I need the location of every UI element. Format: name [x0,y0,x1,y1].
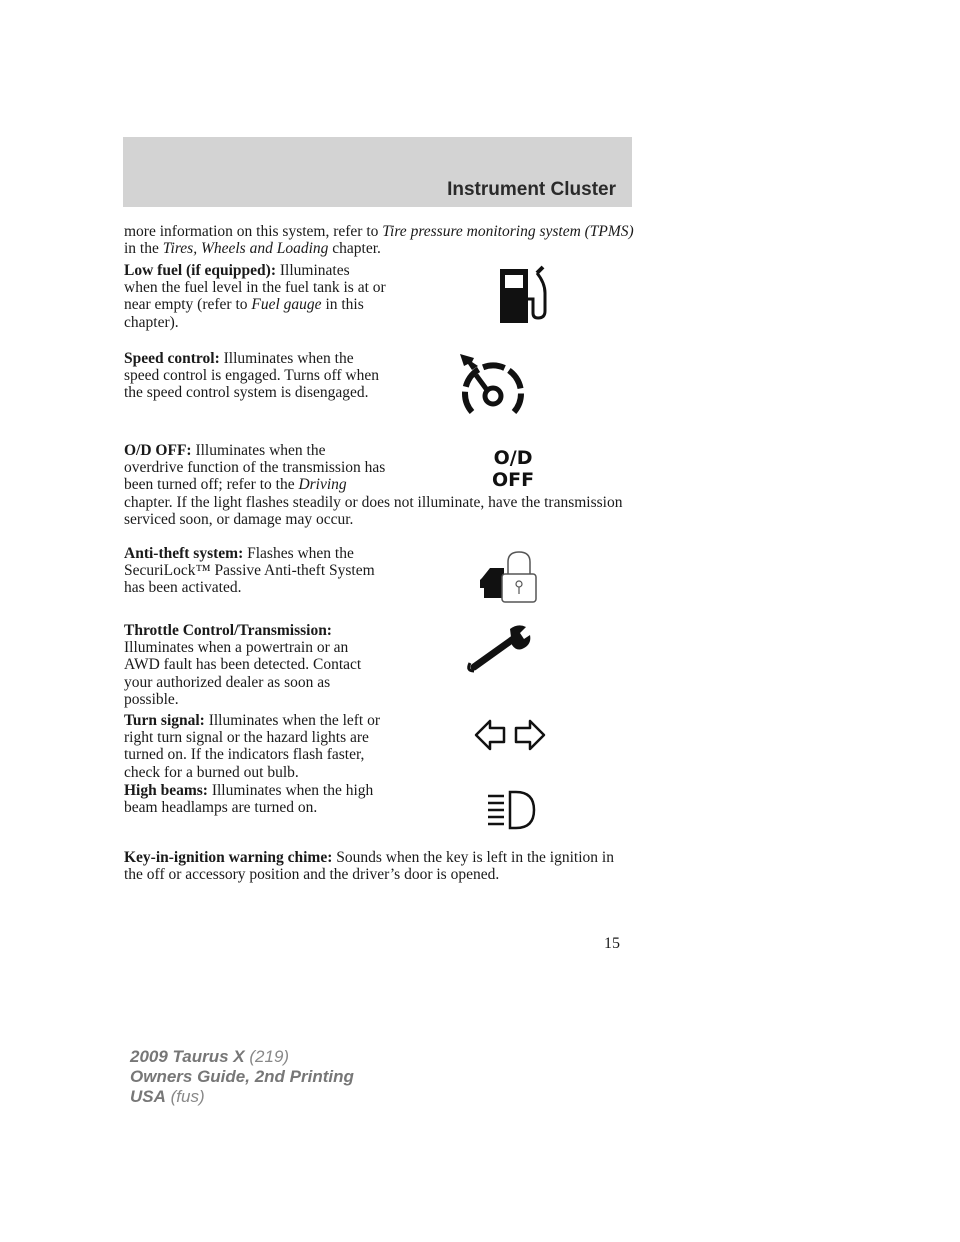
anti-theft-icon [480,548,540,604]
speed-control-title: Speed control: [124,350,220,367]
intro-text: more information on this system, refer to [124,223,383,240]
anti-theft-item [124,545,386,597]
intro-reference-chapter: Tires, Wheels and Loading [162,240,329,258]
anti-theft-title: Anti-theft system: [124,545,244,562]
throttle-text: Illuminates when a powertrain or an AWD fault has been detected. Contact your authorized dealer as soon as possible. [124,639,362,708]
od-off-icon [492,447,534,491]
low-fuel-text: in this chapter). [124,296,364,331]
od-icon-line2: OFF [492,469,535,491]
turn-signal-title: Turn signal: [124,712,205,729]
intro-paragraph [124,223,634,257]
throttle-item [124,622,386,708]
footer-market-code: (fus) [165,1087,205,1106]
document-footer [130,1047,354,1107]
speed-control-text: Illuminates when the speed control is engaged. Turns off when the speed control system is disengaged. [124,350,380,402]
footer-code: (219) [244,1047,290,1066]
key-chime-text: Sounds when the key is left in the ignition in the off or accessory position and the driver’s door is opened. [124,849,614,884]
throttle-title: Throttle Control/Transmission: [124,622,332,639]
intro-text: in the [124,240,163,258]
key-chime-title: Key-in-ignition warning chime: [124,849,333,866]
intro-reference-tpms: Tire pressure monitoring system (TPMS) [382,223,634,240]
footer-market: USA [130,1087,166,1106]
od-off-title: O/D OFF: [124,442,192,459]
key-chime-item [124,849,634,883]
page-number: 15 [604,935,620,952]
wrench-icon [466,623,534,673]
low-fuel-item [124,262,386,331]
od-off-reference: Driving [298,476,347,494]
od-off-text: Illuminates when the overdrive function of the transmission has been turned off; refer to the [124,442,386,494]
chapter-header-band [123,137,632,207]
footer-line-2: Owners Guide, 2nd Printing [130,1067,354,1086]
high-beams-title: High beams: [124,782,208,799]
od-icon-line1: O/D [493,447,533,469]
footer-model: 2009 Taurus X [130,1047,245,1066]
low-fuel-title: Low fuel (if equipped): [124,262,276,279]
low-fuel-reference: Fuel gauge [251,296,322,314]
od-off-item [124,442,634,528]
turn-signal-text: Illuminates when the left or right turn signal or the hazard lights are turned on. If the indicators flash faster, check for a burned out bulb. [124,712,381,781]
od-off-text: chapter. If the light flashes steadily or does not illuminate, have the transmission serviced soon, or damage may occur. [124,493,623,528]
high-beams-text: Illuminates when the high beam headlamps are turned on. [124,782,374,817]
low-fuel-text: Illuminates when the fuel level in the fuel tank is at or near empty (refer to [124,262,386,314]
intro-text: chapter. [328,240,381,258]
high-beam-icon [486,790,538,830]
footer-line-3 [130,1087,354,1107]
high-beams-item [124,782,386,816]
speed-control-item [124,350,386,402]
turn-signal-item [124,712,634,781]
anti-theft-text: Flashes when the SecuriLock™ Passive Anti-theft System has been activated. [124,545,375,597]
footer-line-1 [130,1047,354,1067]
turn-signal-icon [474,718,546,752]
fuel-pump-icon [495,263,557,325]
chapter-title: Instrument Cluster [447,179,616,200]
speed-control-icon [458,352,528,422]
